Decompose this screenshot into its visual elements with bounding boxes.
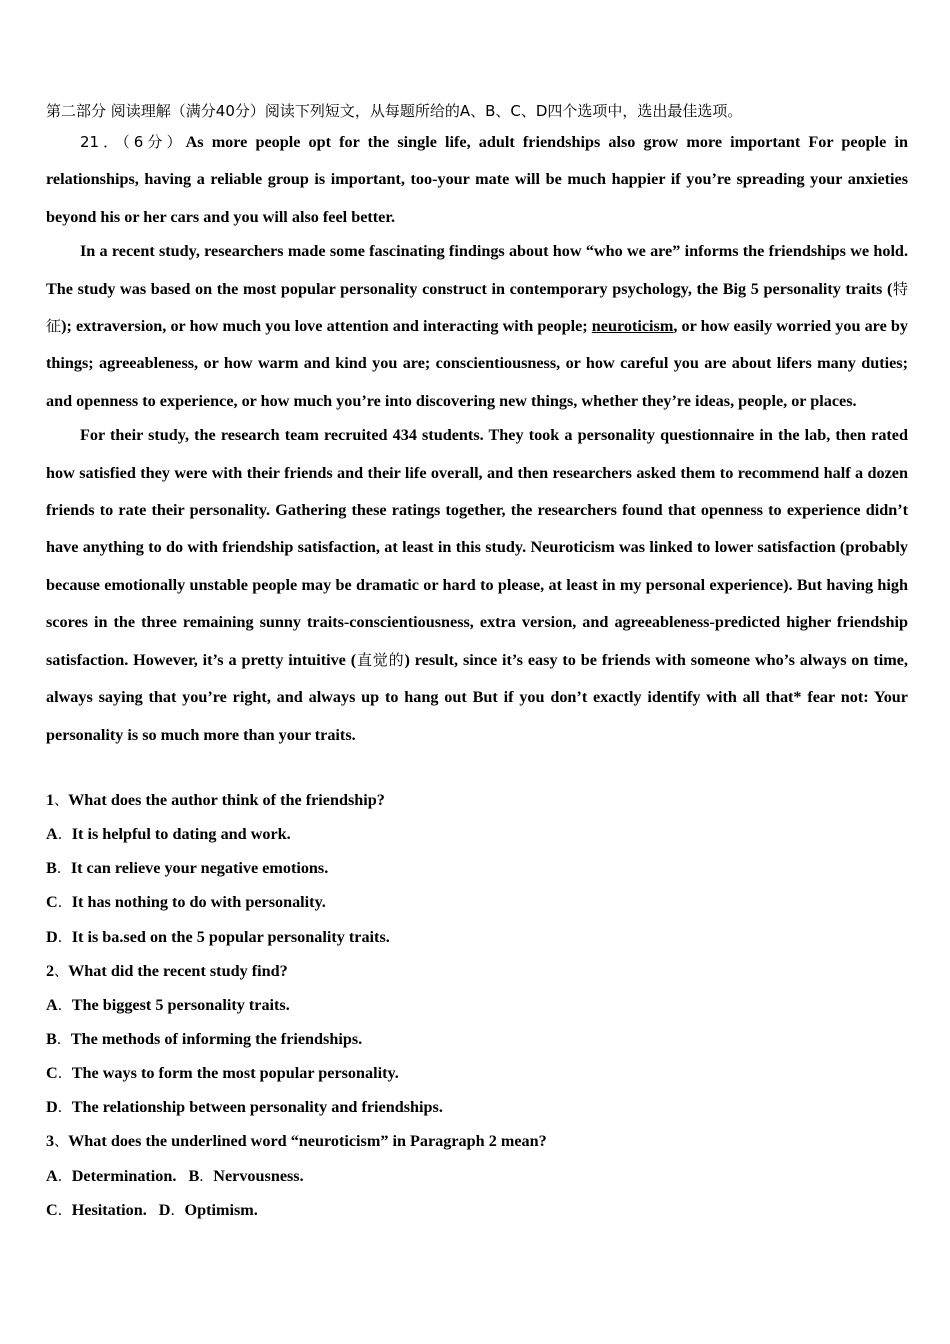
answer-option (46, 854, 908, 888)
option-letter: A (46, 825, 58, 844)
option-text: It can relieve your negative emotions. (70, 859, 329, 878)
separator: ． (56, 1031, 71, 1048)
separator: ． (57, 895, 72, 912)
answer-option (46, 1025, 908, 1059)
option-letter: A (46, 1166, 58, 1185)
separator: ． (56, 861, 71, 878)
question-text: What does the underlined word “neuroticism” in Paragraph 2 mean? (68, 1132, 547, 1151)
question-stem (46, 957, 908, 991)
option-letter: D (158, 1200, 171, 1219)
paragraph-2-text-c: , or how easily worried you are by things; agreeableness, or how warm and kind you are; conscientiousness, or how careful you are about lifers many duties; and openness to experience, or how much you’re into discovering new things, whether they’re ideas, people, or places. (46, 317, 908, 410)
separator: 、 (54, 1134, 69, 1151)
option-letter: C (46, 893, 58, 912)
separator: ． (199, 1168, 214, 1185)
option-text: Nervousness. (213, 1166, 304, 1185)
passage-paragraph-3 (46, 417, 908, 754)
option-text: It is helpful to dating and work. (71, 825, 291, 844)
chinese-gloss: 特征 (46, 279, 908, 336)
question-num: 1 (46, 791, 55, 809)
paragraph-1-text: As more people opt for the single life, adult friendships also grow more important For people in relationships, having a reliable group is important, too-your mate will be much happier if you’re spreading your anxieties beyond his or her cars and you will also feel better. (46, 133, 908, 226)
separator: ． (57, 1202, 72, 1219)
option-text: Hesitation. (71, 1200, 147, 1219)
answer-option-row (46, 1196, 908, 1230)
option-letter: B (46, 859, 57, 878)
separator: ． (57, 929, 72, 946)
option-text: The relationship between personality and friendships. (71, 1098, 443, 1117)
separator: ． (57, 1066, 72, 1083)
underlined-word: neuroticism (591, 317, 674, 336)
question-number: 21．（6分） (80, 133, 186, 151)
option-letter: A (46, 995, 58, 1014)
paragraph-3-text-a: For their study, the research team recruited 434 students. They took a personality questionnaire in the lab, then rated how satisfied they were with their friends and their life overall, and then researchers asked them to recommend half a dozen friends to rate their personality. Gathering these ratings together, the researchers found that openness to experience didn’t have anything to do with friendship satisfaction, at least in this study. Neuroticism was linked to lower satisfaction (probably because emotionally unstable people may be dramatic or hard to please, at least in my personal experience). But having high scores in the three remaining sunny traits-conscientiousness, extra version, and agreeableness-predicted higher friendship satisfaction. However, it’s a pretty intuitive ( (46, 426, 908, 669)
separator: 、 (54, 793, 69, 809)
question-num: 3 (46, 1132, 55, 1151)
option-text: The biggest 5 personality traits. (71, 995, 290, 1014)
question-stem (46, 1127, 908, 1161)
answer-option-row (46, 1162, 908, 1196)
separator: ． (57, 997, 72, 1014)
question-num: 2 (46, 961, 55, 980)
passage-paragraph-2 (46, 233, 908, 420)
answer-option (46, 1093, 908, 1127)
answer-option (46, 1059, 908, 1093)
separator: ． (170, 1202, 185, 1219)
option-letter: B (188, 1166, 200, 1185)
option-text: It is ba.sed on the 5 popular personality traits. (71, 927, 390, 946)
answer-option (46, 923, 908, 957)
answer-option (46, 991, 908, 1025)
question-text: What did the recent study find? (68, 961, 288, 980)
question-list (46, 786, 908, 1230)
section-title: 第二部分 阅读理解（满分40分）阅读下列短文，从每题所给的A、B、C、D四个选项中，选出最佳选项。 (46, 102, 743, 120)
reading-passage (46, 124, 908, 754)
answer-option (46, 820, 908, 854)
answer-option (46, 888, 908, 922)
option-text: Determination. (71, 1166, 177, 1185)
option-letter: C (46, 1200, 58, 1219)
option-text: Optimism. (184, 1200, 258, 1219)
option-letter: C (46, 1064, 58, 1083)
option-letter: B (46, 1029, 57, 1048)
question-stem (46, 786, 908, 820)
question-text: What does the author think of the friendship? (68, 791, 385, 809)
option-letter: D (46, 927, 58, 946)
separator: ． (57, 1100, 72, 1117)
option-text: It has nothing to do with personality. (71, 893, 326, 912)
option-text: The ways to form the most popular personality. (71, 1064, 399, 1083)
passage-paragraph-1 (46, 124, 908, 236)
option-letter: D (46, 1098, 58, 1117)
separator: ． (57, 1168, 72, 1185)
separator: ． (57, 827, 72, 844)
option-text: The methods of informing the friendships. (70, 1029, 363, 1048)
paragraph-2-text-a: In a recent study, researchers made some fascinating findings about how “who we are” informs the friendships we hold. The study was based on the most popular personality construct in contemporary psychology, the Big 5 personality traits ( (46, 242, 908, 298)
chinese-gloss: 直觉的 (356, 650, 405, 669)
paragraph-2-text-b: ); extraversion, or how much you love attention and interacting with people; (61, 317, 592, 336)
separator: 、 (54, 963, 69, 980)
paragraph-3-text-b: ) result, since it’s easy to be friends with someone who’s always on time, always saying that you’re right, and always up to hang out But if you don’t exactly identify with all that* fear not: Your personality is so much more than your traits. (46, 650, 908, 744)
